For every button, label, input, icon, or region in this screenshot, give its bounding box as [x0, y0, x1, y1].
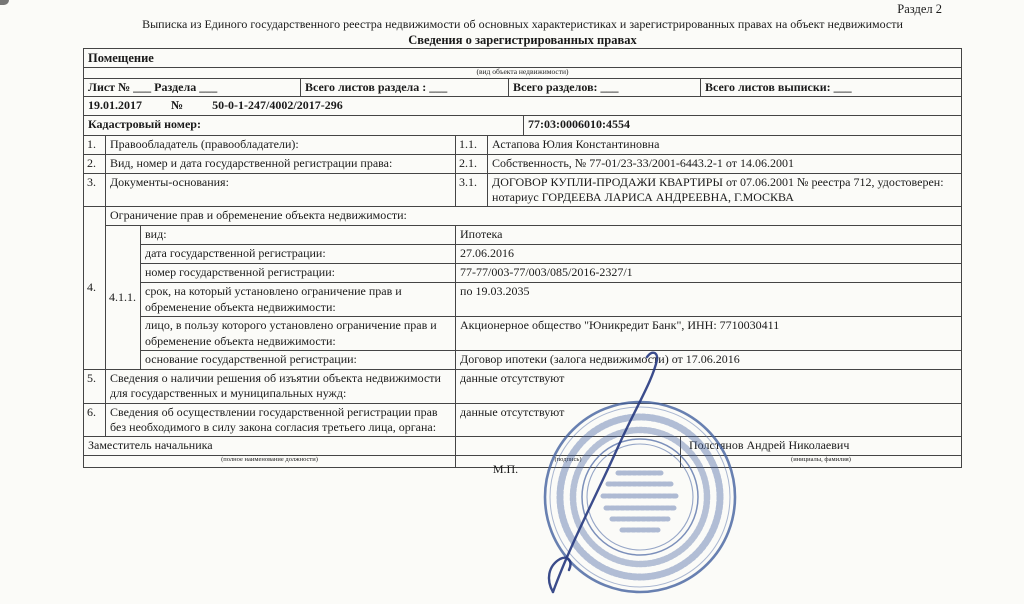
- row-label: Документы-основания:: [106, 173, 456, 207]
- total-section-sheets-cell: Всего листов раздела : ___: [301, 79, 509, 97]
- registration-number: 50-0-1-247/4002/2017-296: [212, 98, 343, 113]
- row-value: данные отсутствуют: [456, 403, 962, 437]
- row-label: Вид, номер и дата государственной регистрации права:: [106, 154, 456, 173]
- row-label: дата государственной регистрации:: [141, 245, 456, 264]
- number-sign: №: [171, 98, 184, 113]
- row-number: 6.: [84, 403, 106, 437]
- row-subnumber: 3.1.: [456, 173, 488, 207]
- signature-caption: (подпись): [456, 455, 681, 467]
- row-label: Сведения об осуществлении государственной регистрации прав без необходимого в силу закона согласия третьего лица, органа:: [106, 403, 456, 437]
- sheets-table: [83, 78, 962, 97]
- registration-line-table: [83, 96, 962, 115]
- object-type-caption: (вид объекта недвижимости): [84, 68, 962, 79]
- table-row: [84, 154, 962, 173]
- cadastral-table: [83, 115, 962, 136]
- scan-artifact: [0, 0, 9, 5]
- row-number: 3.: [84, 173, 106, 207]
- row-label: номер государственной регистрации:: [141, 264, 456, 283]
- row-value: Акционерное общество "Юникредит Банк", ИНН: 7710030411: [456, 317, 962, 351]
- row-label: Правообладатель (правообладатели):: [106, 135, 456, 154]
- restriction-header: Ограничение прав и обременение объекта недвижимости:: [106, 207, 962, 226]
- name-caption: (инициалы, фамилия): [681, 455, 962, 467]
- row-number: 1.: [84, 135, 106, 154]
- table-row: [84, 264, 962, 283]
- official-position: Заместитель начальника: [84, 437, 456, 455]
- table-row: [84, 226, 962, 245]
- row-number: 5.: [84, 369, 106, 403]
- row-value: Ипотека: [456, 226, 962, 245]
- total-extract-sheets-cell: Всего листов выписки: ___: [701, 79, 962, 97]
- cadastral-label: Кадастровый номер:: [84, 115, 524, 135]
- row-value: 27.06.2016: [456, 245, 962, 264]
- document-title: [83, 17, 962, 48]
- row-value: ДОГОВОР КУПЛИ-ПРОДАЖИ КВАРТИРЫ от 07.06.2001 № реестра 712, удостоверен: нотариус ГОРДЕЕВА ЛАРИСА АНДРЕЕВНА, Г.МОСКВА: [488, 173, 962, 207]
- row-value: данные отсутствуют: [456, 369, 962, 403]
- document-title-line1: Выписка из Единого государственного реестра недвижимости об основных характеристиках и зарегистрированных правах на объект недвижимости: [142, 17, 903, 31]
- row-value: по 19.03.2035: [456, 283, 962, 317]
- row-label: вид:: [141, 226, 456, 245]
- row-subnumber: 1.1.: [456, 135, 488, 154]
- object-type-cell: Помещение: [84, 49, 962, 68]
- registration-line-cell: [84, 97, 962, 115]
- signature-main-stroke: [553, 353, 657, 592]
- row-value: Собственность, № 77-01/23-33/2001-6443.2-1 от 14.06.2001: [488, 154, 962, 173]
- row-subnumber: 2.1.: [456, 154, 488, 173]
- official-name: Полстянов Андрей Николаевич: [681, 437, 962, 455]
- object-type-table: [83, 48, 962, 79]
- handwritten-signature: [470, 330, 730, 604]
- row-label: срок, на который установлено ограничение прав и обременение объекта недвижимости:: [141, 283, 456, 317]
- position-caption: (полное наименование должности): [84, 455, 456, 467]
- row-value: Астапова Юлия Константиновна: [488, 135, 962, 154]
- row-value: 77-77/003-77/003/085/2016-2327/1: [456, 264, 962, 283]
- row-value: Договор ипотеки (залога недвижимости) от 17.06.2016: [456, 350, 962, 369]
- registration-date: 19.01.2017: [88, 98, 142, 113]
- row-number: 2.: [84, 154, 106, 173]
- row-label: лицо, в пользу которого установлено ограничение прав и обременение объекта недвижимости:: [141, 317, 456, 351]
- table-row: [84, 245, 962, 264]
- restriction-subnumber: 4.1.1.: [106, 226, 141, 369]
- table-row: [84, 283, 962, 317]
- cadastral-value: 77:03:0006010:4554: [524, 115, 962, 135]
- table-row: [84, 135, 962, 154]
- sheet-number-cell: Лист № ___ Раздела ___: [84, 79, 301, 97]
- seal-place-mark: М.П.: [492, 462, 519, 476]
- document-title-line2: Сведения о зарегистрированных правах: [408, 33, 637, 47]
- row-label: Сведения о наличии решения об изъятии объекта недвижимости для государственных и муниципальных нужд:: [106, 369, 456, 403]
- restriction-header-row: [84, 207, 962, 226]
- table-row: [84, 173, 962, 207]
- restriction-number: 4.: [84, 207, 106, 369]
- row-label: основание государственной регистрации:: [141, 350, 456, 369]
- section-label: Раздел 2: [897, 2, 942, 16]
- total-sections-cell: Всего разделов: ___: [509, 79, 701, 97]
